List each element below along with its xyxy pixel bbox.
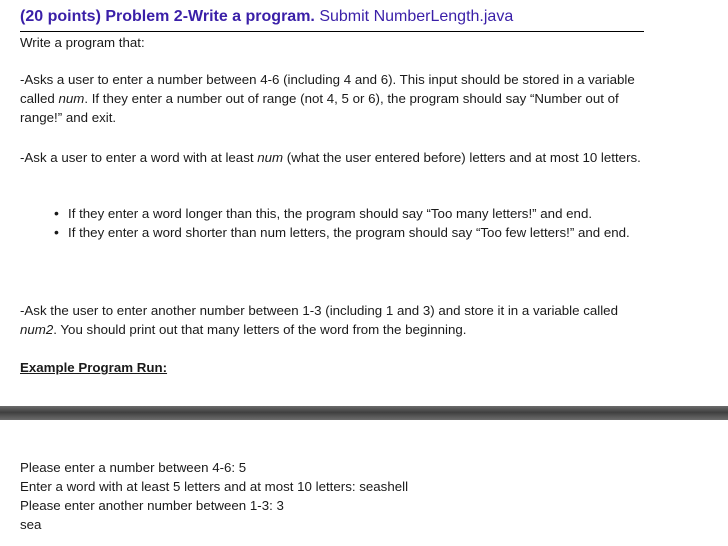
- paragraph-word-input: -Ask a user to enter a word with at least num (what the user entered before) letters and at most 10 letters.: [20, 150, 641, 165]
- run-line: Please enter a number between 4-6: 5: [20, 460, 247, 475]
- example-run-output: [20, 458, 660, 534]
- example-run-heading: Example Program Run:: [20, 360, 168, 375]
- bullet-item-too-many: • If they enter a word longer than this, the program should say “Too many letters!” and end.: [54, 204, 634, 223]
- run-line: Enter a word with at least 5 letters and at most 10 letters: seashell: [20, 479, 409, 494]
- variable-num: num: [257, 150, 284, 165]
- problem-title: (20 points) Problem 2-Write a program.: [20, 8, 315, 25]
- paragraph-num-input: -Asks a user to enter a number between 4-6 (including 4 and 6). This input should be stored in a variable called num. If they enter a number out of range (not 4, 5 or 6), the program should say “Number out of range!” and exit.: [20, 72, 635, 125]
- problem-heading: [20, 7, 513, 27]
- submit-filename: Submit NumberLength.java: [319, 8, 514, 25]
- page-separator-bar: [0, 406, 728, 420]
- variable-num: num: [58, 91, 85, 106]
- run-line: Please enter another number between 1-3: 3: [20, 498, 284, 513]
- run-line: sea: [20, 517, 42, 532]
- paragraph-num2-input: -Ask the user to enter another number between 1-3 (including 1 and 3) and store it in a variable called num2. You should print out that many letters of the word from the beginning.: [20, 303, 618, 337]
- bullet-list: [54, 204, 634, 242]
- intro-line: Write a program that:: [20, 35, 145, 50]
- bullet-item-too-few: • If they enter a word shorter than num letters, the program should say “Too few letters!” and end.: [54, 223, 634, 242]
- heading-underline: [20, 31, 644, 32]
- variable-num2: num2: [20, 322, 54, 337]
